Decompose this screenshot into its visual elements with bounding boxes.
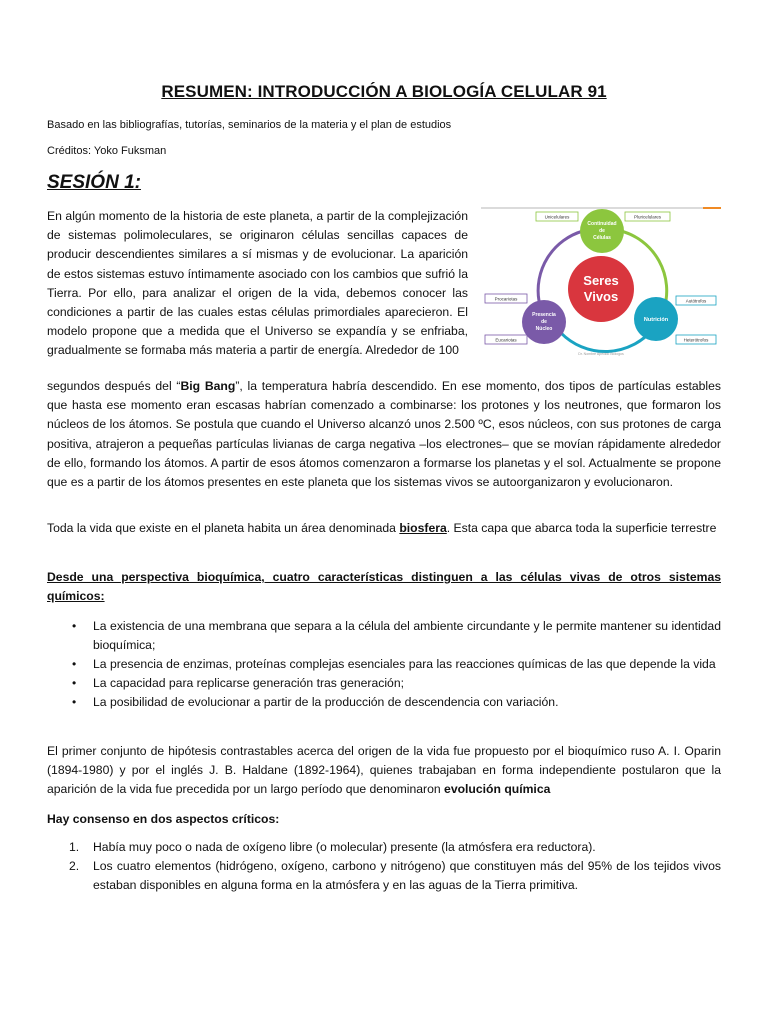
node-left-label-2: de	[541, 319, 547, 325]
chemical-evolution-term: evolución química	[444, 782, 551, 797]
node-top-label-3: Células	[593, 235, 611, 241]
bullet-icon: •	[72, 619, 77, 633]
list-item-text: La posibilidad de evolucionar a partir de la producción de descendencia con variación.	[93, 695, 559, 709]
consensus-list	[47, 838, 721, 895]
list-item	[47, 693, 721, 712]
tag-heterotrofos: Heterótrofos	[683, 337, 709, 343]
tag-pluricelulares: Pluricelulares	[633, 214, 662, 220]
credits-note: Créditos: Yoko Fuksman	[47, 145, 167, 157]
oparin-paragraph	[47, 742, 721, 800]
bullet-icon: •	[72, 657, 77, 671]
document-title: RESUMEN: INTRODUCCIÓN A BIOLOGÍA CELULAR 91	[161, 82, 607, 101]
node-left-label-3: Núcleo	[535, 326, 553, 332]
intro-paragraph-wrapped: En algún momento de la historia de este planeta, a partir de la complejización de sistemas polimoleculares, se originaron células sencillas capaces de producir descendientes similares a sí mismas y de evolucionar. La aparición de estos sistemas estuvo íntimamente asociado con los cambios que sufrió la Tierra. Por ello, para analizar el origen de la vida, debemos conocer las condiciones a partir de las cuales estas células primordiales aparecieron. El modelo propone que a medida que el Universo se expandía y se enfriaba, gradualmente se formaba más materia a partir de energía. Alrededor de 100	[47, 209, 468, 358]
biosphere-text-end: . Esta capa que abarca toda la superficie terrestre	[446, 521, 717, 535]
seres-vivos-diagram	[481, 205, 721, 360]
list-item-text: La existencia de una membrana que separa a la célula del ambiente circundante y le permite mantener su identidad bioquímica;	[93, 619, 721, 652]
intro-text: segundos después del “	[47, 379, 181, 393]
oparin-text: El primer conjunto de hipótesis contrastables acerca del origen de la vida fue propuesto por el bioquímico ruso A. I. Oparin (1894-1980) y por el inglés J. B. Haldane (1892-1964), quienes trabajaban en forma independiente postularon que la aparición de la vida fue precedida por un largo período que denominaron	[47, 744, 721, 797]
bullet-icon: •	[72, 676, 77, 690]
biosphere-term: biosfera	[399, 521, 447, 535]
list-item	[47, 674, 721, 693]
tag-autotrofos: Autótrofos	[685, 298, 707, 304]
list-item-text: Había muy poco o nada de oxígeno libre (o molecular) presente (la atmósfera era reductora).	[93, 840, 596, 854]
node-left-label-1: Presencia	[532, 312, 556, 318]
biosphere-paragraph	[47, 519, 721, 538]
list-item	[47, 857, 721, 895]
biochem-heading: Desde una perspectiva bioquímica, cuatro características distinguen a las células vivas de otros sistemas químicos:	[47, 570, 721, 604]
center-label-1: Seres	[583, 273, 619, 288]
characteristics-list	[47, 617, 721, 712]
bullet-icon: •	[72, 695, 77, 709]
list-number: 1.	[69, 840, 80, 854]
intro-paragraph-full	[47, 377, 721, 492]
list-item-text: La capacidad para replicarse generación tras generación;	[93, 676, 404, 690]
list-item	[47, 655, 721, 674]
list-number: 2.	[69, 859, 80, 873]
basis-note: Basado en las bibliografías, tutorías, seminarios de la materia y el plan de estudios	[47, 119, 452, 131]
session-heading: SESIÓN 1:	[47, 172, 141, 193]
list-item	[47, 838, 721, 857]
tag-unicelulares: Unicelulares	[544, 214, 570, 220]
list-item	[47, 617, 721, 655]
diagram-svg	[481, 205, 721, 360]
node-top-label-2: de	[599, 228, 605, 234]
big-bang-term: Big Bang	[180, 379, 236, 393]
tag-procariotas: Procariotas	[494, 296, 518, 302]
consensus-heading: Hay consenso en dos aspectos críticos:	[47, 812, 280, 826]
center-label-2: Vivos	[583, 289, 619, 304]
tag-eucariotas: Eucariotas	[495, 337, 517, 343]
node-right-label: Nutrición	[643, 317, 669, 323]
list-item-text: La presencia de enzimas, proteínas complejas esenciales para las reacciones químicas de las que depende la vida	[93, 657, 716, 671]
node-top-label-1: Continuidad	[587, 221, 617, 227]
biosphere-text: Toda la vida que existe en el planeta habita un área denominada	[47, 521, 400, 535]
figure-caption: Dr. Nombre Apellido Biólogos	[578, 352, 624, 356]
intro-text-continued: ”, la temperatura habría descendido. En ese momento, dos tipos de partículas estables que hasta ese momento eran escasas habrían comenzado a combinarse: los protones y los neutrones, que formaron los núcleos de los átomos. Se postula que cuando el Universo alcanzó unos 2.500 ºC, esos núcleos, con sus protones de carga positiva, atrajeron a pequeñas partículas livianas de carga negativa –los electrones– que se movían rápidamente alrededor de ello, formando los átomos. A partir de esos átomos comenzaron a formarse los planetas y el sol. Actualmente se propone que es a partir de los átomos presentes en este planeta que los sistemas vivos se autoorganizaron y evolucionaron.	[47, 379, 721, 490]
list-item-text: Los cuatro elementos (hidrógeno, oxígeno, carbono y nitrógeno) que constituyen más del 95% de los tejidos vivos estaban disponibles en alguna forma en la atmósfera y en las aguas de la Tierra primitiva.	[93, 859, 721, 892]
